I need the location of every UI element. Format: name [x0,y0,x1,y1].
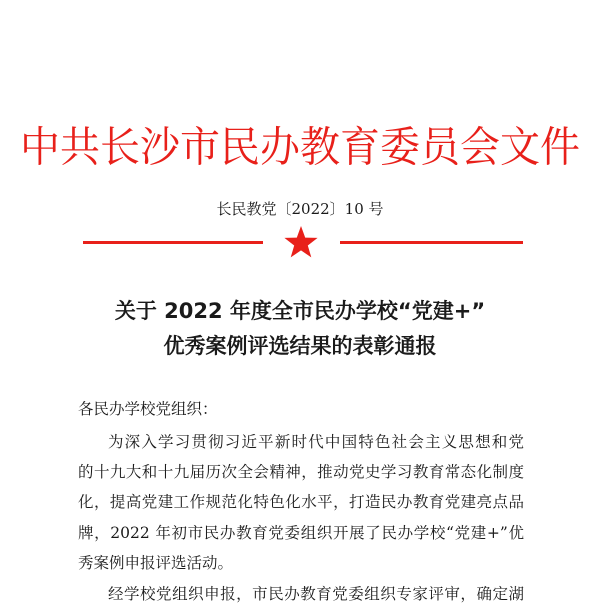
body-line-2: 的十九大和十九届历次全会精神，推动党史学习教育常态化制度 [78,463,524,481]
body-line-3: 化，提高党建工作规范化特色化水平，打造民办教育党建亮点品 [78,493,524,511]
salutation: 各民办学校党组织： [78,400,218,418]
body-line-5: 秀案例申报评选活动。 [78,554,234,572]
divider-line-left [83,241,263,244]
document-title-line-1: 关于 2022 年度全市民办学校“党建+” [114,299,486,323]
body-line-1: 为深入学习贯彻习近平新时代中国特色社会主义思想和党 [108,433,524,451]
red-divider [83,231,523,253]
document-title-line-2: 优秀案例评选结果的表彰通报 [163,334,437,358]
body-line-6: 经学校党组织申报，市民办教育党委组织专家评审，确定湖 [108,585,524,603]
star-shape [284,226,317,257]
document-number: 长民教党〔2022〕10 号 [216,200,384,218]
body-line-4: 牌，2022 年初市民办教育党委组织开展了民办学校“党建+”优 [78,524,524,542]
header-org-title: 中共长沙市民办教育委员会文件 [20,123,580,173]
star-icon [283,225,319,259]
divider-line-right [340,241,523,244]
